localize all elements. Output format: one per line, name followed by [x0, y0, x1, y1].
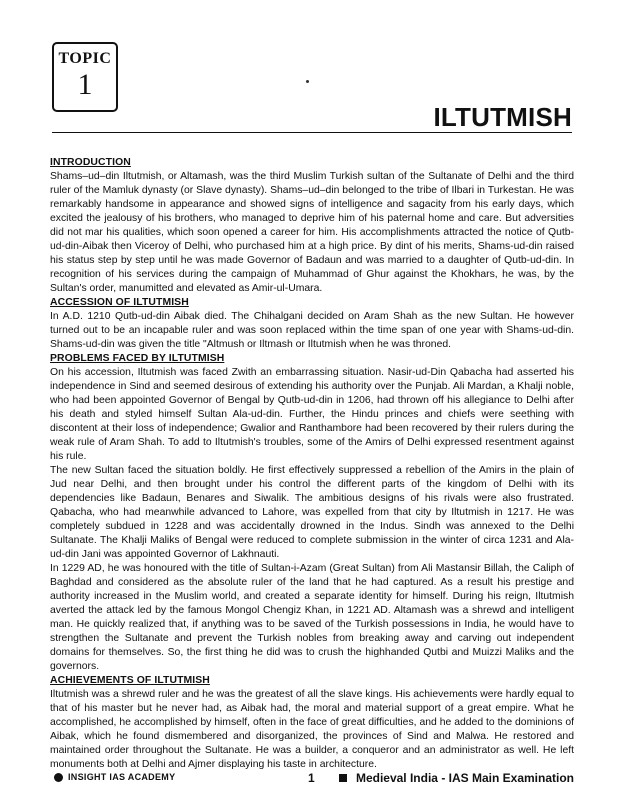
paragraph: Shams–ud–din Iltutmish, or Altamash, was the third Muslim Turkish sultan of the Sultanate of Delhi and the third ruler of the Mamluk dynasty (or Slave dynasty). Shams–ud–din belonged to the tribe of Ilbari in Turkestan. He was remarkably handsome in appearance and showed signs of intelligence and sagacity from his early days, which excited the jealousy of his brothers, who managed to deprive him of his paternal home and care. But adversities did not mar his qualities, which soon opened a career for him. His accomplishments attracted the notice of Qutb-ud-din-Aibak then Viceroy of Delhi, who purchased him at a high price. By dint of his merits, Shams-ud-din raised his status step by step until he was made Governor of Badaun and was married to a daughter of Qutb-ud-din. In recognition of his services during the campaign of Muhammad of Ghur against the Khokhars, he was, by the Sultan's order, manumitted and elevated as Amir-ul-Umara. [50, 171, 574, 294]
academy-name: INSIGHT IAS ACADEMY [68, 772, 176, 782]
section-problems [50, 352, 574, 674]
footer-series [339, 771, 574, 785]
section-introduction [50, 156, 574, 296]
title-rule [52, 132, 572, 133]
insight-logo-icon [54, 773, 63, 782]
page-number: 1 [308, 771, 315, 785]
page-title: ILTUTMISH [433, 102, 572, 132]
paragraph: In 1229 AD, he was honoured with the title of Sultan-i-Azam (Great Sultan) from Ali Mastansir Billah, the Caliph of Baghdad and considered as the absolute ruler of the land that he had captured. As a result his prestige and authority increased in the Muslim world, and created a separate identity for himself. During his reign, Iltutmish averted the attack led by the famous Mongol Chengiz Khan, in 1221 AD. Altamash was a shrewd and intelligent man. He quickly realized that, if anything was to be saved of the Turkish possessions in India, he would have to strengthen the Sultanate and prevent the Turkish nobles from breaking away and carving out independent domains for themselves. So, the first thing he did was to crush the highhanded Qutbi and Muizzi Maliks and the governors. [50, 563, 574, 672]
section-heading: ACHIEVEMENTS OF ILTUTMISH [50, 675, 210, 686]
document-body [50, 156, 574, 772]
square-bullet-icon [339, 774, 347, 782]
footer-academy [54, 772, 175, 782]
topic-number: 1 [77, 68, 93, 101]
section-accession [50, 296, 574, 352]
paragraph: The new Sultan faced the situation boldly. He first effectively suppressed a rebellion of the Amirs in the plain of Jud near Delhi, and then brought under his control the different parts of the kingdom of Delhi with its dependencies like Badaun, Benares and Siwalik. The ambitious designs of his rivals were also frustrated. Qabacha, who had meanwhile advanced to Lahore, was expelled from that city by Iltutmish in 1217. He was completely subdued in 1228 and was accidentally drowned in the Indus. Sindh was annexed to the Delhi Sultanate. The Khalji Maliks of Bengal were reduced to complete submission in the winter of circa 1231 and Ala-ud-din Jani was appointed Governor of Lakhnauti. [50, 465, 574, 560]
series-title: Medieval India - IAS Main Examination [355, 771, 574, 785]
topic-box [52, 42, 118, 112]
page-footer [54, 772, 574, 788]
section-heading: PROBLEMS FACED BY ILTUTMISH [50, 353, 225, 364]
section-heading: INTRODUCTION [50, 157, 131, 168]
topic-label: TOPIC [58, 50, 112, 67]
speck-mark [306, 80, 309, 83]
paragraph: In A.D. 1210 Qutb-ud-din Aibak died. The Chihalgani decided on Aram Shah as the new Sultan. He however turned out to be an incapable ruler and was soon replaced within the time span of one year with Shams-ud-din. Shams-ud-din was given the title "Altmush or Iltmash or Iltutmish when he was throned. [50, 311, 574, 350]
paragraph: On his accession, Iltutmish was faced Zwith an embarrassing situation. Nasir-ud-Din Qabacha had asserted his independence in Sind and seemed desirous of extending his authority over the Punjab. Ali Mardan, a Khalji noble, who had been appointed Governor of Bengal by Qutb-ud-din in 1206, had thrown off his allegiance to Delhi after his death and styled himself Sultan Ala-ud-din. Further, the Hindu princes and chiefs were seething with discontent at their loss of independence; Gwalior and Ranthambore had been recovered by their rulers during the weak rule of Aram Shah. To add to Iltutmish's troubles, some of the Amirs of Delhi expressed resentment against his rule. [50, 367, 574, 462]
section-heading: ACCESSION OF ILTUTMISH [50, 297, 189, 308]
paragraph: Iltutmish was a shrewd ruler and he was the greatest of all the slave kings. His achievements were hardly equal to that of his master but he never had, as Aibak had, the moral and material support of a great empire. What he accomplished, he accomplished by himself, often in the face of great difficulties, and he added to the dominions of Aibak, which he found dismembered and disorganized, the provinces of Sind and Malwa. He restored and maintained order throughout the Sultanate. He was a builder, a conqueror and an administrator as well. He left monuments both at Delhi and Ajmer displaying his taste in architecture. [50, 689, 574, 770]
section-achievements [50, 674, 574, 772]
